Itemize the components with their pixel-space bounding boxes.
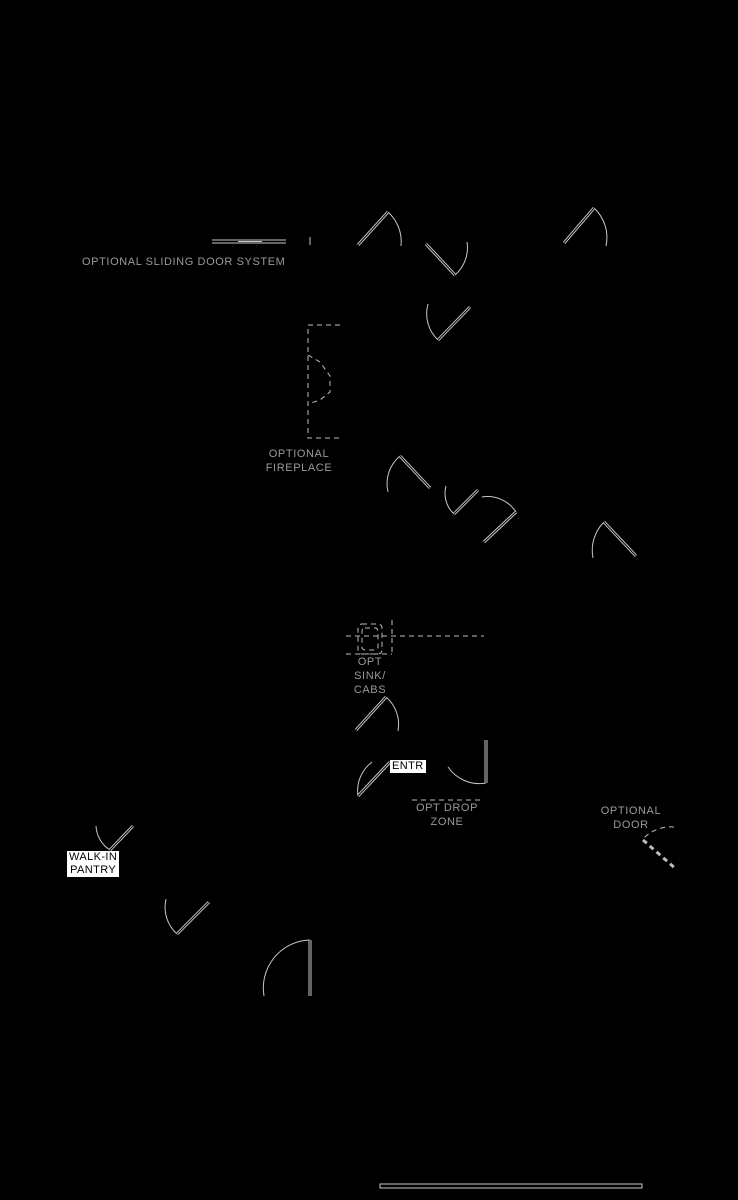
optional-door-label-line-2: DOOR (613, 819, 649, 831)
optional-door-swing (642, 827, 676, 869)
sink-label-line-1: OPT (357, 656, 383, 668)
sliding-door-label-text: OPTIONAL SLIDING DOOR SYSTEM (82, 256, 286, 268)
fireplace-outline (308, 325, 340, 438)
door-swing-5 (387, 456, 430, 492)
sink-cabinets-outline (346, 620, 484, 654)
door-swing-7 (482, 497, 516, 542)
optional-door-label-line-1: OPTIONAL (600, 805, 662, 817)
drop-zone-label-line-1: OPT DROP (415, 802, 479, 814)
fireplace-label-line-2: FIREPLACE (265, 462, 333, 474)
door-swing-3 (564, 208, 607, 246)
door-swing-8 (592, 522, 636, 558)
door-swing-9 (356, 697, 399, 731)
fireplace-label (262, 447, 336, 475)
door-swing-pantry (96, 826, 133, 850)
sliding-door-label (82, 255, 285, 269)
pantry-tag (67, 851, 119, 877)
optional-door-label (594, 804, 668, 832)
sink-label-line-2: SINK/ (354, 670, 386, 682)
entry-tag (390, 760, 426, 773)
door-swing-1 (358, 212, 401, 246)
pantry-tag-line-1: WALK-IN (69, 851, 118, 863)
drop-zone-label-line-2: ZONE (430, 816, 464, 828)
pantry-tag-line-2: PANTRY (70, 864, 117, 876)
door-swing-12 (165, 899, 209, 934)
sink-label (348, 655, 392, 697)
fireplace-label-line-1: OPTIONAL (268, 448, 330, 460)
entry-tag-text: ENTR (392, 760, 424, 772)
sliding-door-system (212, 237, 310, 245)
door-swing-2 (426, 242, 467, 275)
door-swing-11 (358, 762, 390, 796)
sink-label-line-3: CABS (353, 684, 387, 696)
door-swing-10 (448, 740, 486, 784)
door-swing-6 (445, 486, 478, 514)
door-swing-13 (263, 940, 310, 996)
bottom-wall-segment (380, 1184, 642, 1188)
door-swing-4 (427, 304, 470, 340)
drop-zone-label (410, 801, 484, 829)
